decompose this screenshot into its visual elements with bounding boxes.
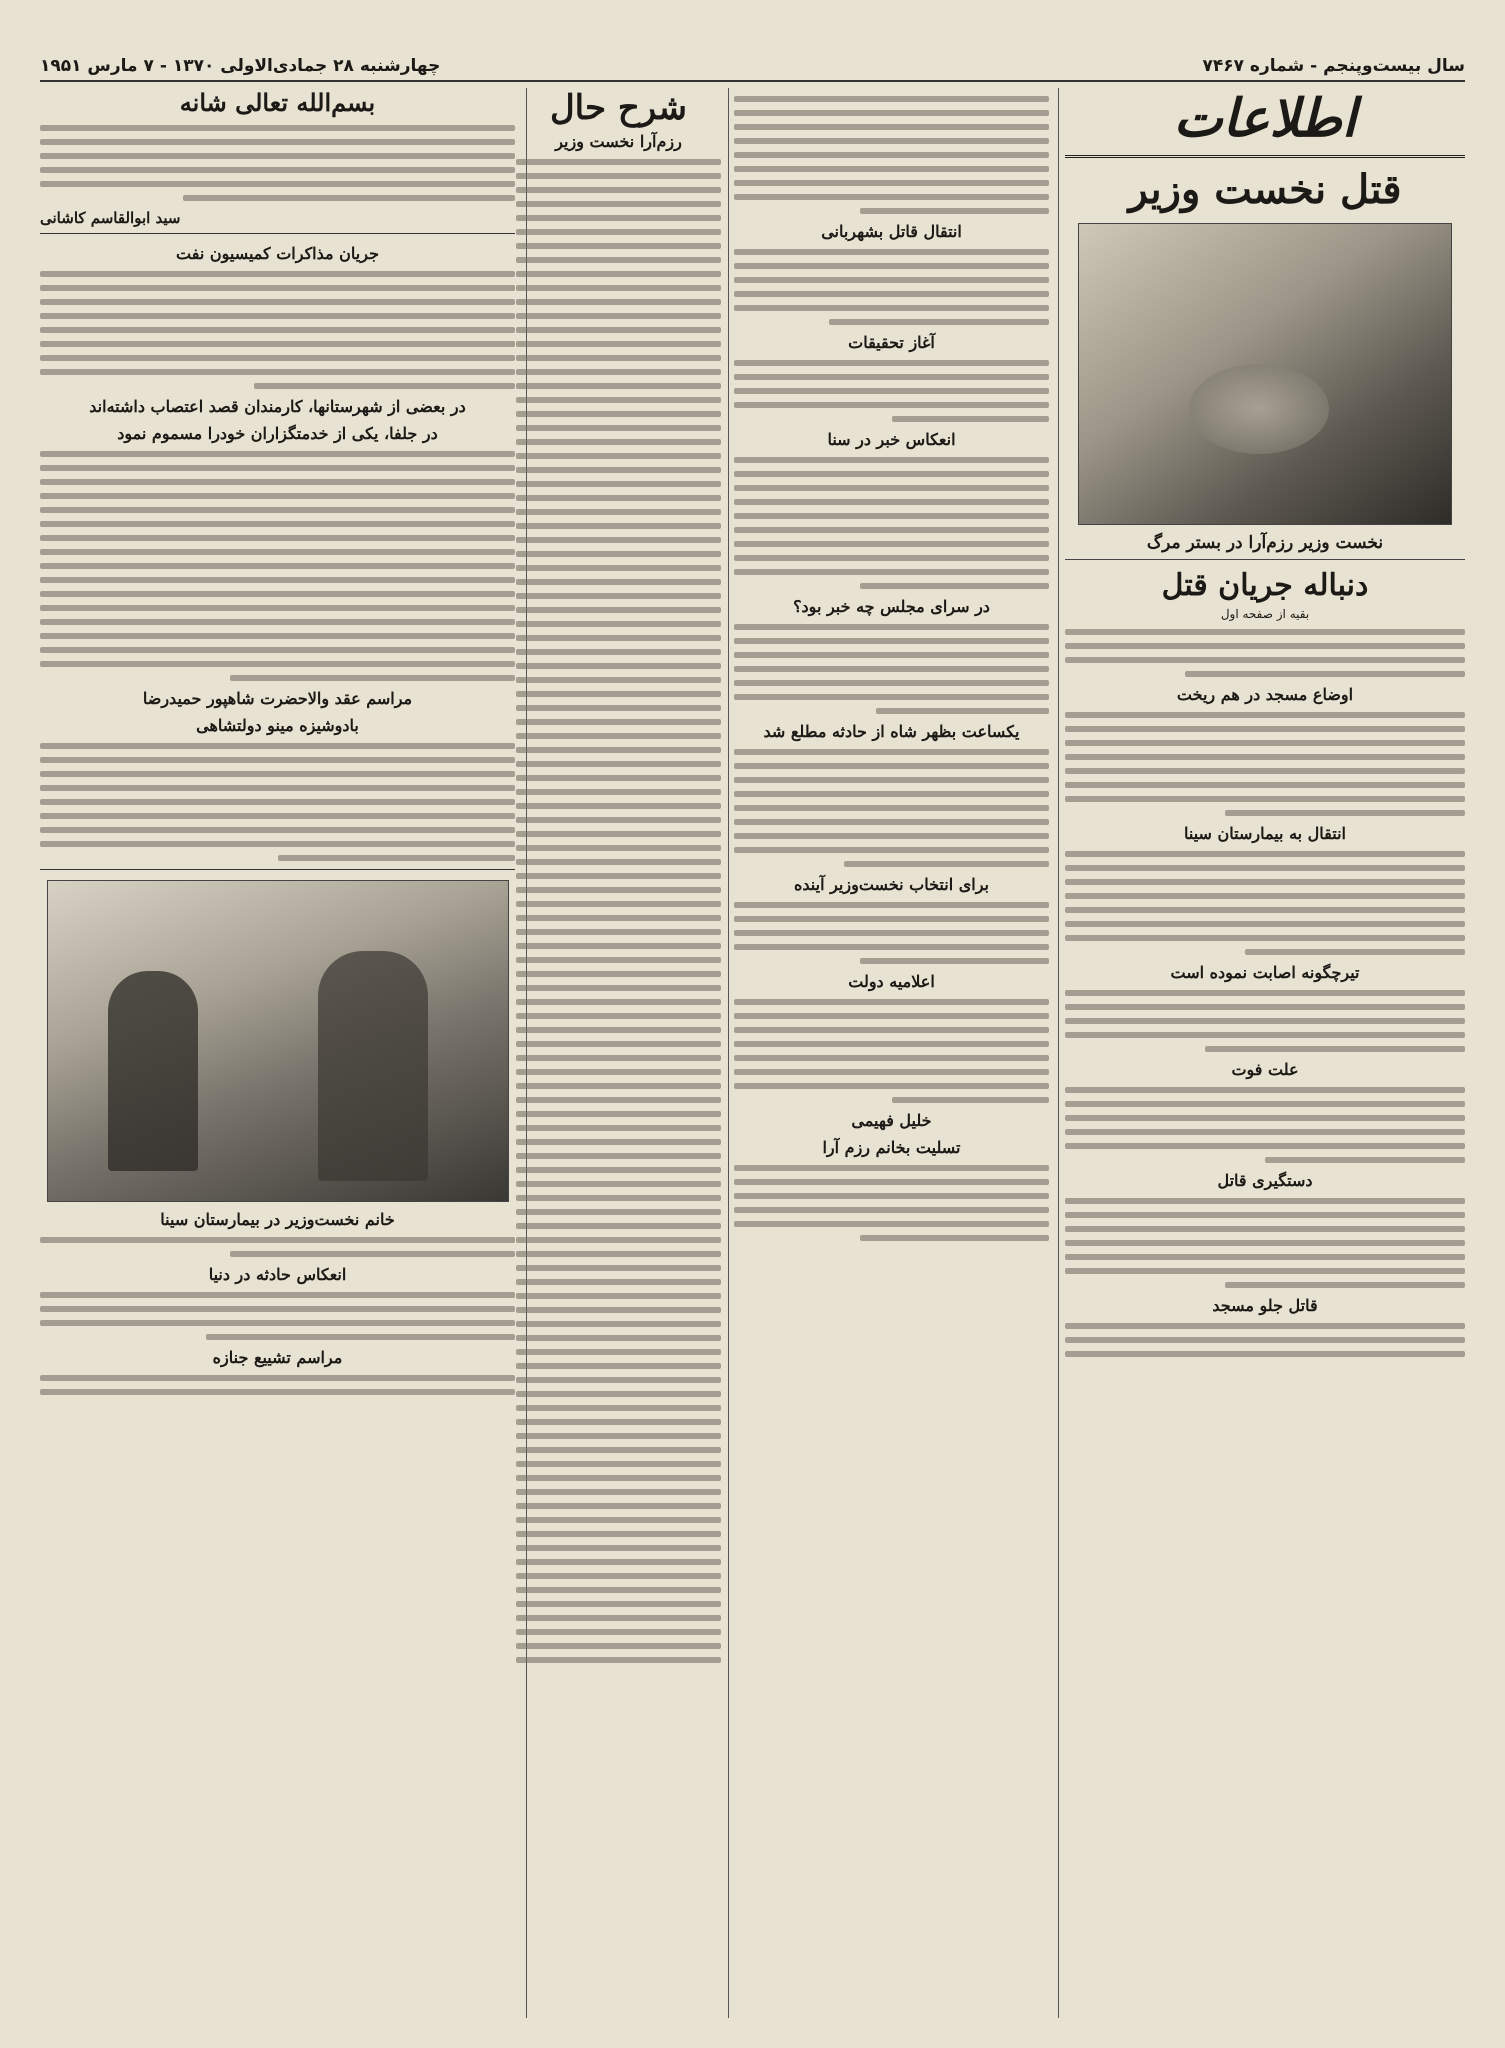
text-block (1065, 1323, 1465, 1357)
section-heading: خانم نخست‌وزیر در بیمارستان سینا (160, 1210, 395, 1229)
biography-title: شرح حال (549, 88, 688, 128)
text-block (40, 451, 515, 681)
page-headline: قتل نخست وزیر (1128, 166, 1402, 213)
text-block (40, 743, 515, 861)
section-heading: برای انتخاب نخست‌وزیر آینده (794, 875, 989, 894)
divider (40, 869, 515, 870)
section-heading: انعکاس حادثه در دنیا (208, 1265, 347, 1284)
signature: خلیل فهیمی (851, 1111, 932, 1130)
column-rule (1058, 88, 1059, 2018)
statement-signature: سید ابوالقاسم کاشانی (40, 209, 515, 234)
biography-subtitle: رزم‌آرا نخست وزیر (555, 132, 682, 151)
text-block (734, 96, 1049, 214)
left-column (40, 88, 515, 2018)
statement-title: بسم‌الله تعالی شانه (179, 88, 376, 117)
section-heading: قاتل جلو مسجد (1212, 1296, 1318, 1315)
biography-column (516, 88, 721, 2018)
text-block (734, 360, 1049, 422)
text-block (734, 457, 1049, 589)
section-heading: اعلامیه دولت (848, 972, 935, 991)
text-block (1065, 1198, 1465, 1288)
text-block (734, 1165, 1049, 1241)
news-photo (47, 880, 509, 1202)
text-block (734, 249, 1049, 325)
text-block (40, 1375, 515, 1395)
section-heading: انعکاس خبر در سنا (827, 430, 956, 449)
column-rule (728, 88, 729, 2018)
section-heading: تیرچگونه اصابت نموده است (1170, 963, 1360, 982)
section-heading: در بعضی از شهرستانها، کارمندان قصد اعتصاب داشته‌اند (89, 397, 466, 416)
text-block (734, 902, 1049, 964)
text-block (40, 1237, 515, 1257)
section-heading: مراسم عقد والاحضرت شاهپور حمیدرضا (142, 689, 413, 708)
section-heading: علت فوت (1231, 1060, 1299, 1079)
section-heading: انتقال به بیمارستان سینا (1184, 824, 1346, 843)
section-heading: آغاز تحقیقات (848, 333, 935, 352)
section-heading: مراسم تشییع جنازه (212, 1348, 343, 1367)
continued-note: بقیه از صفحه اول (1220, 607, 1310, 621)
photo-caption: نخست وزیر رزم‌آرا در بستر مرگ (1065, 533, 1465, 560)
section-heading: انتقال قاتل بشهربانی (821, 222, 962, 241)
middle-column (734, 88, 1049, 2018)
text-block (734, 749, 1049, 867)
section-heading: در جلفا، یکی از خدمتگزاران خودرا مسموم نمود (117, 424, 438, 443)
text-block (40, 1292, 515, 1340)
text-block (734, 624, 1049, 714)
text-block (1065, 712, 1465, 816)
section-heading: در سرای مجلس چه خبر بود؟ (793, 597, 990, 616)
text-block (734, 999, 1049, 1103)
text-block (40, 271, 515, 389)
masthead-logo: اطلاعات (1065, 88, 1465, 158)
issue-info: سال بیست‌وپنجم - شماره ۷۴۶۷ (1202, 56, 1465, 76)
story-subhead: دنباله جریان قتل (1161, 568, 1369, 603)
text-block (1065, 629, 1465, 677)
section-heading: بادوشیزه مینو دولتشاهی (196, 716, 359, 735)
date-info: چهارشنبه ۲۸ جمادی‌الاولی ۱۳۷۰ - ۷ مارس ۱۹۵۱ (40, 56, 441, 76)
section-heading: جریان مذاکرات کمیسیون نفت (176, 244, 379, 263)
text-block (1065, 851, 1465, 955)
main-story-column (1065, 88, 1465, 2018)
text-block (1065, 1087, 1465, 1163)
top-date-bar (40, 52, 1465, 82)
text-block (516, 159, 721, 1663)
text-block (40, 125, 515, 201)
section-heading: یکساعت بظهر شاه از حادثه مطلع شد (763, 722, 1020, 741)
section-heading: اوضاع مسجد در هم ریخت (1176, 685, 1354, 704)
text-block (1065, 990, 1465, 1052)
news-photo (1078, 223, 1452, 525)
section-heading: تسلیت بخانم رزم آرا (822, 1138, 961, 1157)
section-heading: دستگیری قاتل (1217, 1171, 1313, 1190)
